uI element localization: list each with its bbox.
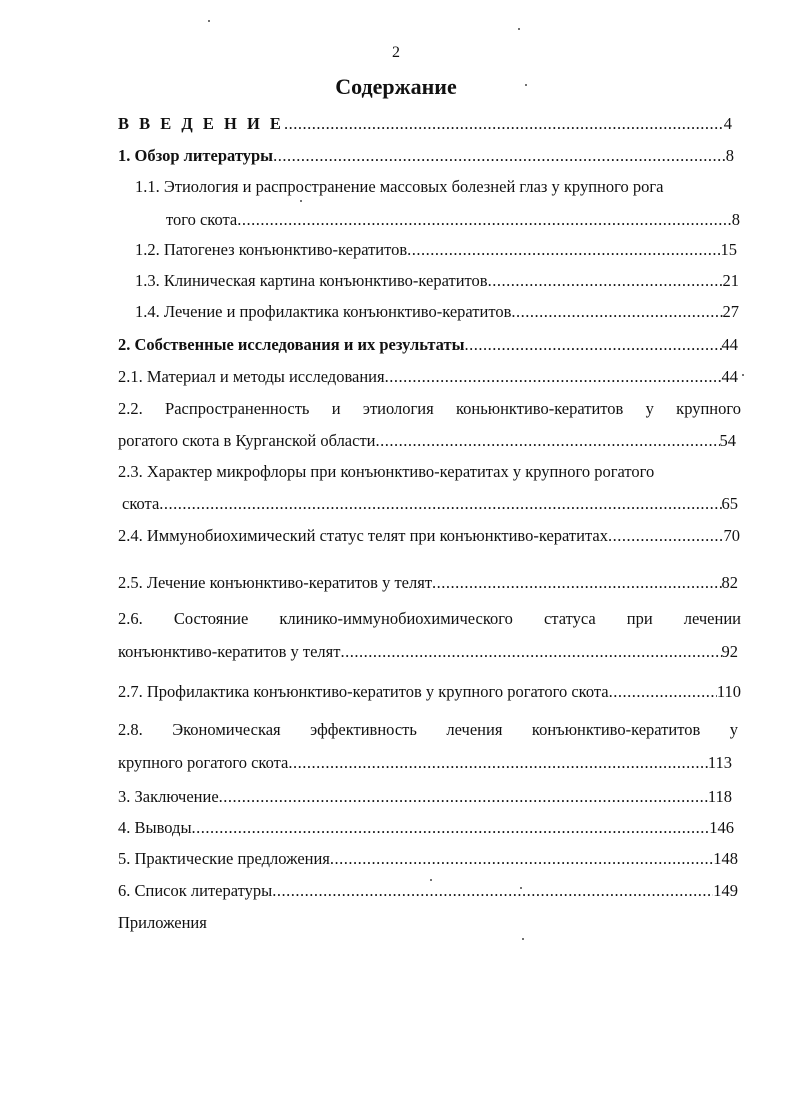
toc-page-number: 27 <box>722 302 739 321</box>
toc-entry-label: 2.4. Иммунобиохимический статус телят при конъюнктиво-кератитах <box>118 526 608 545</box>
toc-entry-label: 2.7. Профилактика конъюнктиво-кератитов у крупного рогатого скота <box>118 682 609 701</box>
toc-entry-1-4 <box>135 302 739 322</box>
scan-speck <box>525 84 527 86</box>
scan-speck <box>208 20 210 22</box>
toc-entry-1 <box>118 146 734 166</box>
toc-entry-label: 2. Собственные исследования и их результаты <box>118 335 465 354</box>
toc-entry-2-8 <box>118 753 732 773</box>
toc-leader-dots <box>376 431 720 451</box>
toc-leader-dots <box>432 573 721 593</box>
toc-entry-5 <box>118 849 738 869</box>
toc-page-number: 149 <box>713 881 738 900</box>
toc-page-number: 148 <box>713 849 738 868</box>
toc-entry-1-2 <box>135 240 737 260</box>
scan-speck <box>520 887 522 889</box>
toc-entry-2-5 <box>118 573 738 593</box>
scan-speck <box>430 879 432 881</box>
toc-entry-2-4 <box>118 526 740 546</box>
toc-entry-2-1 <box>118 367 738 387</box>
toc-page-number: 4 <box>723 114 732 133</box>
scan-speck <box>518 28 520 30</box>
toc-leader-dots <box>330 849 713 869</box>
toc-page-number: 110 <box>716 682 741 701</box>
toc-page-number: 54 <box>719 431 736 450</box>
scan-speck <box>522 938 524 940</box>
scan-speck <box>742 374 744 376</box>
toc-entry-2-3-line1: 2.3. Характер микрофлоры при конъюнктиво-кератитах у крупного рогатого <box>118 462 655 481</box>
toc-entry-label: 2.1. Материал и методы исследования <box>118 367 385 386</box>
toc-entry-3 <box>118 787 732 807</box>
toc-page-number: 65 <box>721 494 738 513</box>
scan-speck <box>300 200 302 202</box>
toc-entry-2-2-line1: 2.2. Распространенность и этиология коньюнктиво-кератитов у крупного <box>118 399 741 418</box>
page-title: Содержание <box>335 74 457 99</box>
toc-entry-intro <box>118 114 732 134</box>
toc-entry-label: В В Е Д Е Н И Е <box>118 114 284 133</box>
toc-entry-2-3 <box>122 494 738 514</box>
toc-page-number: 146 <box>709 818 734 837</box>
toc-entry-label: 4. Выводы <box>118 818 192 837</box>
toc-entry-1-3 <box>135 271 739 291</box>
toc-entry-1-1 <box>166 210 740 230</box>
toc-leader-dots <box>385 367 722 387</box>
toc-entry-label: крупного рогатого скота <box>118 753 289 772</box>
toc-entry-2-7 <box>118 682 741 702</box>
toc-leader-dots <box>609 682 717 702</box>
toc-entry-label: 1. Обзор литературы <box>118 146 274 165</box>
toc-leader-dots <box>192 818 710 838</box>
toc-entry-6 <box>118 881 738 901</box>
toc-page-number: 113 <box>707 753 732 772</box>
toc-entry-label: скота <box>122 494 160 513</box>
toc-entry-label: 6. Список литературы <box>118 881 273 900</box>
toc-entry-2-6 <box>118 642 738 662</box>
toc-entry-2-2 <box>118 431 736 451</box>
toc-page-number: 70 <box>723 526 740 545</box>
toc-page-number: 21 <box>722 271 739 290</box>
toc-entry-2-6-line1: 2.6. Состояние клинико-иммунобиохимического статуса при лечении <box>118 609 741 628</box>
toc-page-number: 44 <box>721 335 738 354</box>
toc-entry-label: 3. Заключение <box>118 787 219 806</box>
toc-leader-dots <box>219 787 708 807</box>
toc-leader-dots <box>608 526 724 546</box>
toc-page-number: 44 <box>721 367 738 386</box>
toc-entry-label: 1.2. Патогенез конъюнктиво-кератитов <box>135 240 408 259</box>
toc-entry-label: 1.4. Лечение и профилактика конъюнктиво-кератитов <box>135 302 512 321</box>
toc-entry-label: 5. Практические предложения <box>118 849 330 868</box>
toc-leader-dots <box>464 335 721 355</box>
toc-page-number: 8 <box>731 210 740 229</box>
toc-entry-label: конъюнктиво-кератитов у телят <box>118 642 341 661</box>
toc-leader-dots <box>511 302 722 322</box>
toc-page-number: 118 <box>707 787 732 806</box>
toc-entry-4 <box>118 818 734 838</box>
toc-leader-dots <box>159 494 721 514</box>
toc-entry-label: 2.5. Лечение конъюнктиво-кератитов у телят <box>118 573 433 592</box>
toc-entry-label: 1.3. Клиническая картина конъюнктиво-кератитов <box>135 271 488 290</box>
toc-entry-1-1-line1: 1.1. Этиология и распространение массовых болезней глаз у крупного рога <box>135 177 664 196</box>
toc-page-number: 15 <box>720 240 737 259</box>
toc-leader-dots <box>237 210 732 230</box>
toc-leader-dots <box>288 753 708 773</box>
toc-leader-dots <box>284 114 724 134</box>
toc-leader-dots <box>272 881 713 901</box>
page-number: 2 <box>392 44 400 61</box>
toc-entry-label: рогатого скота в Курганской области <box>118 431 376 450</box>
toc-leader-dots <box>340 642 721 662</box>
toc-entry-label: того скота <box>166 210 238 229</box>
toc-entry-2 <box>118 335 738 355</box>
toc-leader-dots <box>488 271 723 291</box>
toc-page-number: 8 <box>725 146 734 165</box>
toc-entry-appendix: Приложения <box>118 913 207 932</box>
toc-page-number: 92 <box>721 642 738 661</box>
toc-leader-dots <box>273 146 726 166</box>
toc-entry-2-8-line1: 2.8. Экономическая эффективность лечения конъюнктиво-кератитов у <box>118 720 738 739</box>
toc-leader-dots <box>407 240 720 260</box>
toc-page-number: 82 <box>721 573 738 592</box>
